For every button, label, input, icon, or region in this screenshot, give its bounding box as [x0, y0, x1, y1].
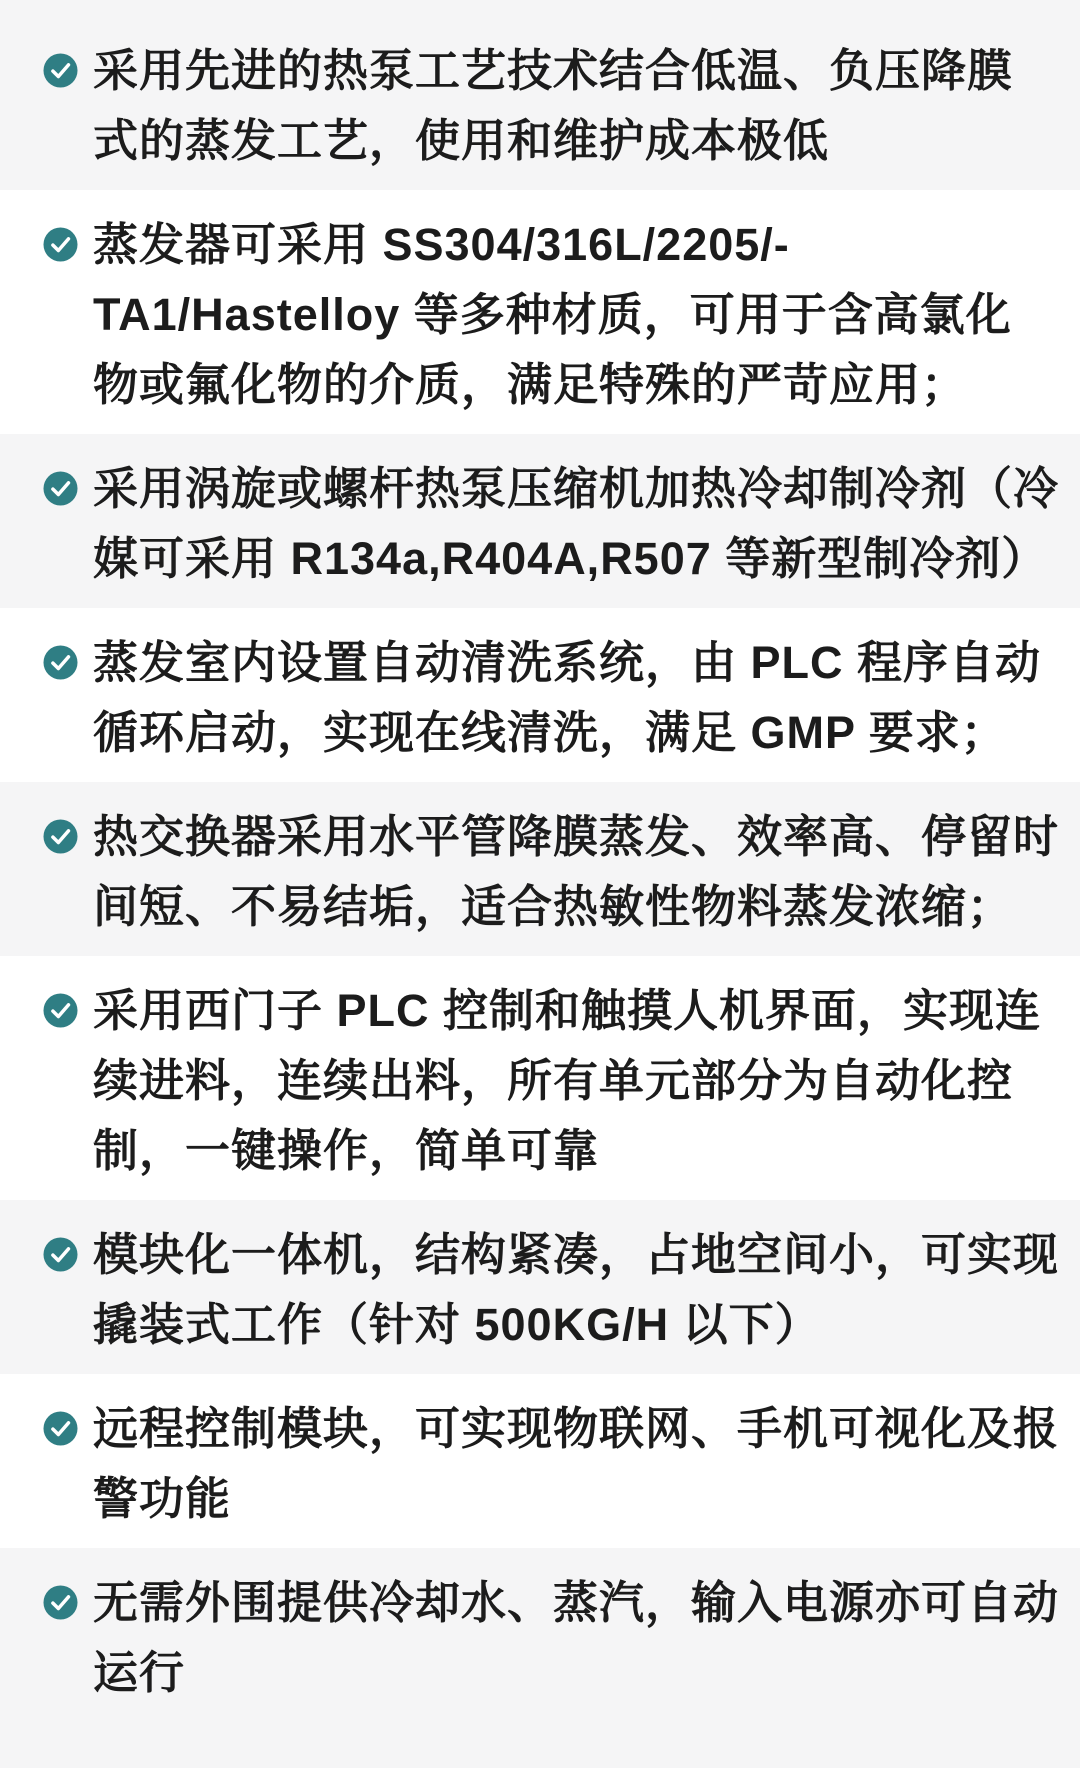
feature-icon-column	[0, 36, 93, 88]
feature-text	[93, 36, 1040, 176]
feature-text-line: 蒸发室内设置自动清洗系统，由 PLC 程序自动	[93, 637, 1042, 688]
feature-text	[93, 210, 1040, 420]
feature-icon-column	[0, 210, 93, 262]
feature-text-line: 撬装式工作（针对 500KG/H 以下）	[93, 1299, 821, 1350]
feature-text-line: 警功能	[93, 1473, 232, 1524]
feature-text	[93, 1568, 1059, 1708]
feature-text	[93, 1394, 1059, 1534]
feature-text-line: 模块化一体机，结构紧凑，占地空间小，可实现	[93, 1229, 1060, 1280]
feature-text-line: 运行	[93, 1647, 186, 1698]
feature-text-line: 制，一键操作，简单可靠	[93, 1125, 600, 1176]
check-circle-icon	[43, 227, 78, 262]
feature-text-line: 续进料，连续出料，所有单元部分为自动化控	[93, 1055, 1014, 1106]
feature-item	[0, 608, 1080, 782]
check-circle-icon	[43, 471, 78, 506]
check-circle-icon	[43, 993, 78, 1028]
feature-icon-column	[0, 454, 93, 506]
feature-item	[0, 1374, 1080, 1548]
feature-text-line: 采用先进的热泵工艺技术结合低温、负压降膜	[93, 45, 1014, 96]
feature-text-line: 采用涡旋或螺杆热泵压缩机加热冷却制冷剂（冷	[93, 463, 1060, 514]
feature-item	[0, 0, 1080, 190]
feature-text-line: 无需外围提供冷却水、蒸汽，输入电源亦可自动	[93, 1577, 1060, 1628]
check-circle-icon	[43, 645, 78, 680]
feature-text-line: 采用西门子 PLC 控制和触摸人机界面，实现连	[93, 985, 1042, 1036]
feature-text-line: 循环启动，实现在线清洗，满足 GMP 要求；	[93, 707, 1007, 758]
feature-item	[0, 1548, 1080, 1768]
feature-icon-column	[0, 1220, 93, 1272]
feature-icon-column	[0, 628, 93, 680]
feature-text-line: 间短、不易结垢，适合热敏性物料蒸发浓缩；	[93, 881, 1014, 932]
feature-item	[0, 1200, 1080, 1374]
feature-text	[93, 628, 1041, 768]
feature-text	[93, 454, 1059, 594]
feature-text-line: TA1/Hastelloy 等多种材质，可用于含高氯化	[93, 289, 1012, 340]
check-circle-icon	[43, 819, 78, 854]
check-circle-icon	[43, 1585, 78, 1620]
feature-text-line: 式的蒸发工艺，使用和维护成本极低	[93, 115, 830, 166]
feature-item	[0, 190, 1080, 434]
feature-icon-column	[0, 1394, 93, 1446]
feature-text-line: 热交换器采用水平管降膜蒸发、效率高、停留时	[93, 811, 1060, 862]
feature-text	[93, 976, 1041, 1186]
check-circle-icon	[43, 1237, 78, 1272]
feature-text	[93, 802, 1059, 942]
feature-icon-column	[0, 1568, 93, 1620]
feature-icon-column	[0, 802, 93, 854]
check-circle-icon	[43, 53, 78, 88]
feature-text	[93, 1220, 1059, 1360]
feature-text-line: 媒可采用 R134a,R404A,R507 等新型制冷剂）	[93, 533, 1048, 584]
feature-text-line: 蒸发器可采用 SS304/316L/2205/-	[93, 219, 790, 270]
feature-item	[0, 434, 1080, 608]
feature-text-line: 远程控制模块，可实现物联网、手机可视化及报	[93, 1403, 1060, 1454]
feature-item	[0, 956, 1080, 1200]
feature-item	[0, 782, 1080, 956]
feature-text-line: 物或氟化物的介质，满足特殊的严苛应用；	[93, 359, 968, 410]
check-circle-icon	[43, 1411, 78, 1446]
feature-icon-column	[0, 976, 93, 1028]
